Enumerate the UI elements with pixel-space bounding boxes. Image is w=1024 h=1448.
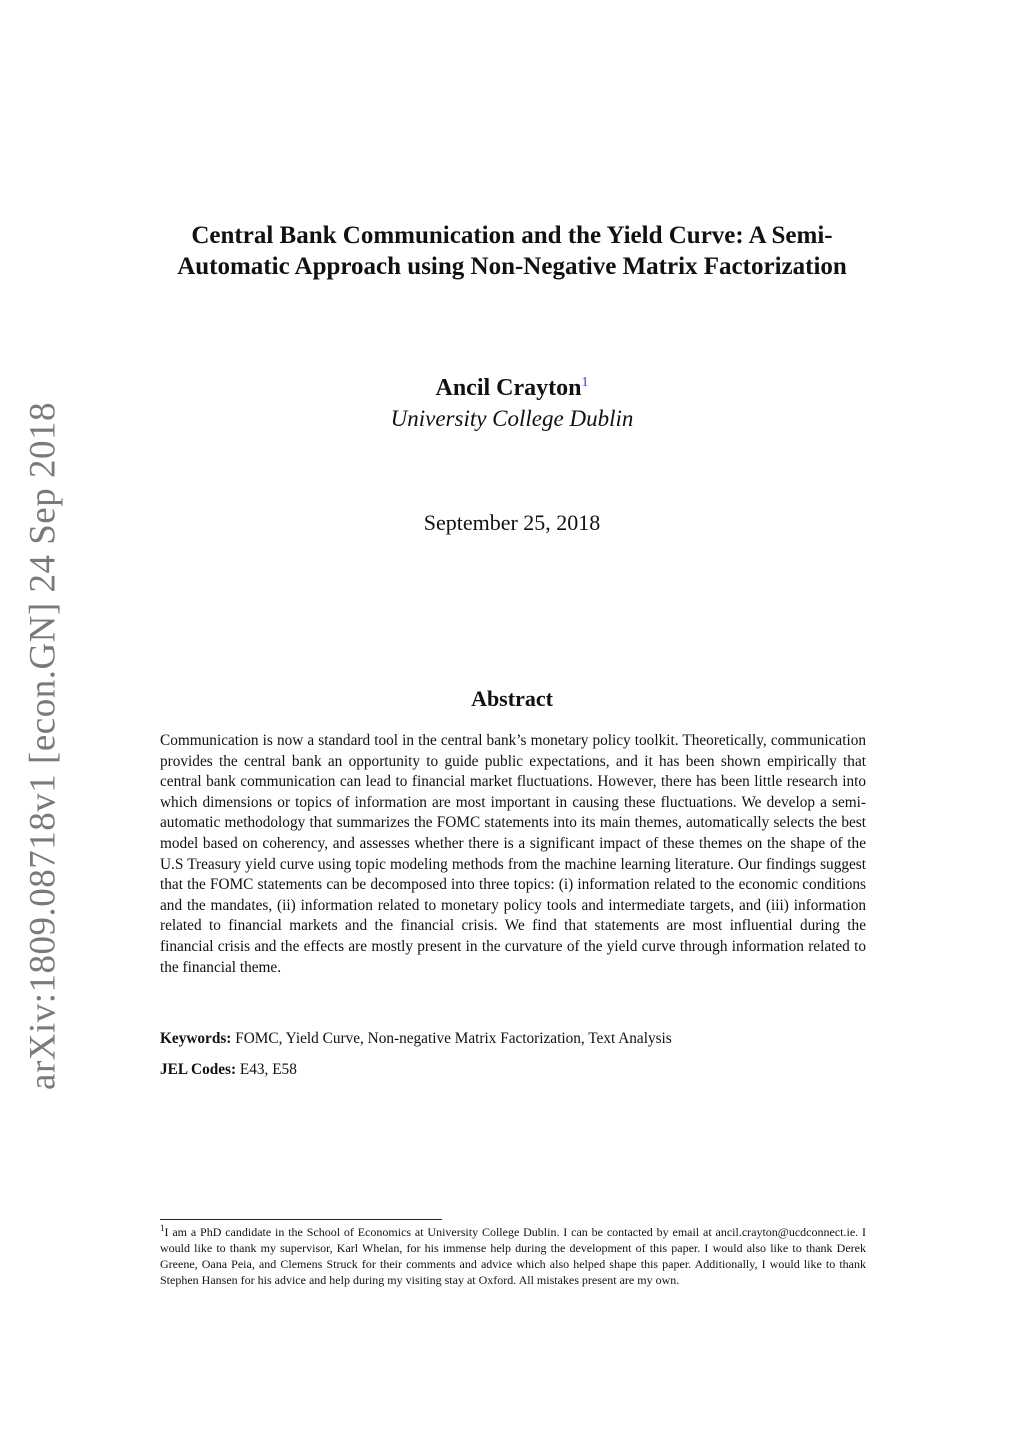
paper-title: Central Bank Communication and the Yield Curve: A Semi-Automatic Approach using Non-Negative Matrix Factorization [177,222,847,280]
arxiv-identifier: arXiv:1809.08718v1 [econ.GN] 24 Sep 2018 [22,402,64,1090]
paper-date: September 25, 2018 [423,510,601,535]
keywords-label: Keywords: [160,1030,232,1047]
author-name: Ancil Crayton [435,375,582,401]
author-block [160,372,864,434]
jel-codes-line [160,1060,866,1080]
author-footnote-link[interactable]: 1 [581,375,589,390]
author-affiliation: University College Dublin [390,406,634,431]
footnote-text: I am a PhD candidate in the School of Economics at University College Dublin. I can be contacted by email at ancil.crayton@ucdconnect.ie. I would like to thank my supervisor, Karl Whelan, for his immense help during the development of this paper. I would also like to thank Derek Greene, Oana Peia, and Clemens Struck for their comments and advice which also helped shape this paper. Additionally, I would like to thank Stephen Hansen for his advice and help during my visiting stay at Oxford. All mistakes present are my own. [160,1225,866,1287]
keywords-value: FOMC, Yield Curve, Non-negative Matrix Factorization, Text Analysis [235,1030,672,1047]
abstract-heading: Abstract [471,686,553,711]
keywords-line [160,1029,866,1049]
footnote-mark: 1 [160,1223,165,1233]
author-line [160,372,864,404]
footnote [160,1224,866,1288]
jel-codes-value: E43, E58 [239,1061,297,1078]
footnote-divider [160,1219,442,1220]
jel-codes-label: JEL Codes: [160,1061,237,1078]
abstract-body: Communication is now a standard tool in the central bank’s monetary policy toolkit. Theoretically, communication provides the central bank an opportunity to guide public expectations, and it has been shown empirically that central bank communication can lead to financial market fluctuations. However, there has been little research into which dimensions or topics of information are most important in causing these fluctuations. We develop a semi-automatic methodology that summarizes the FOMC statements into its main themes, automatically selects the best model based on coherency, and assesses whether there is a significant impact of these themes on the shape of the U.S Treasury yield curve using topic modeling methods from the machine learning literature. Our findings suggest that the FOMC statements can be decomposed into three topics: (i) information related to the economic conditions and the mandates, (ii) information related to monetary policy tools and intermediate targets, and (iii) information related to financial markets and the financial crisis. We find that statements are most influential during the financial crisis and the effects are mostly present in the curvature of the yield curve through information related to the financial theme. [160,732,866,976]
